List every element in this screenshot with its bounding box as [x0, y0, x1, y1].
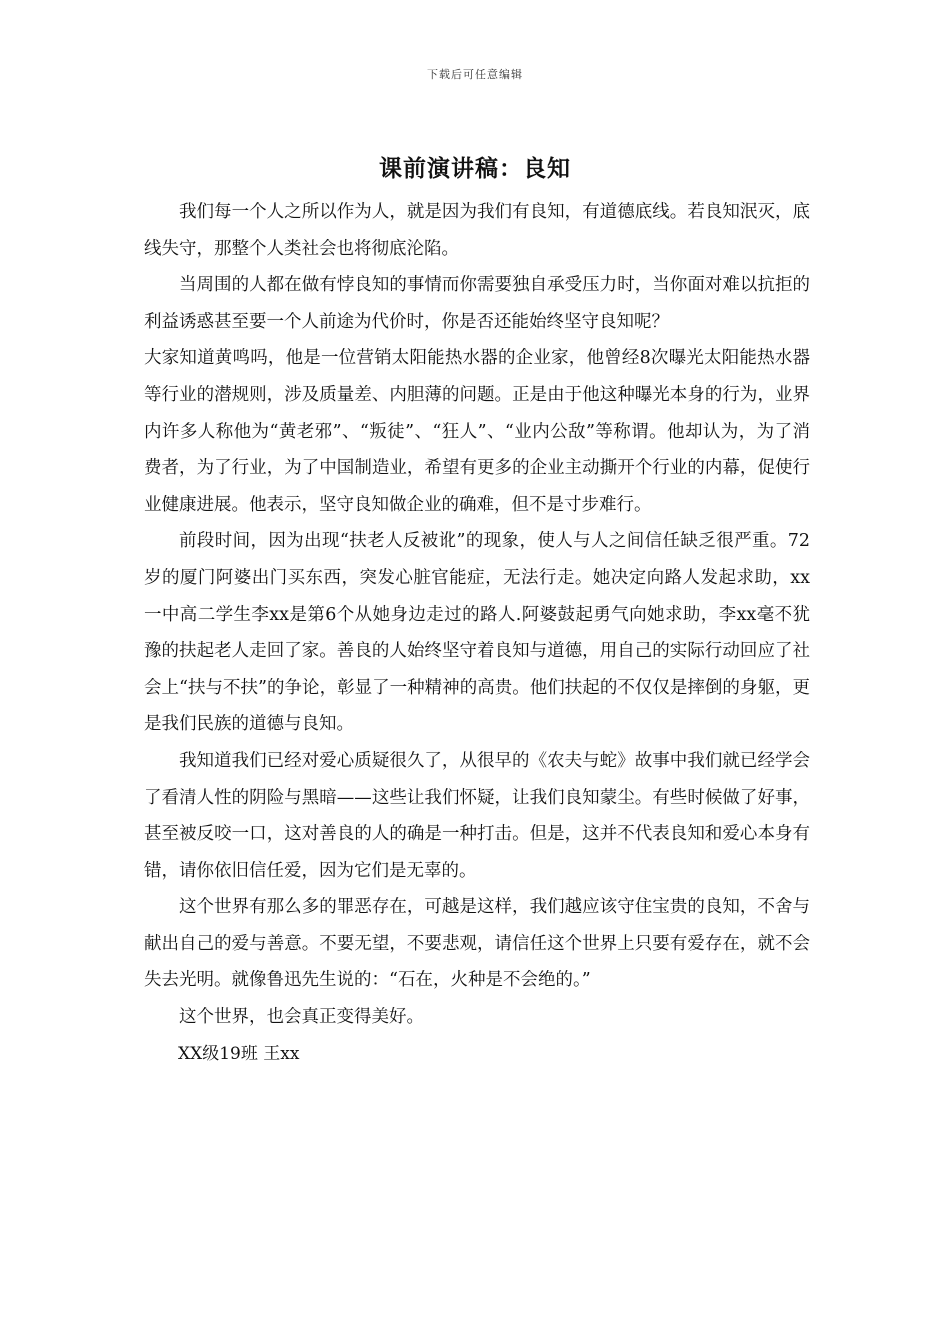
paragraph: 我知道我们已经对爱心质疑很久了，从很早的《农夫与蛇》故事中我们就已经学会了看清人性的阴险与黑暗——这些让我们怀疑，让我们良知蒙尘。有些时候做了好事，甚至被反咬一口，这对善良的人的确是一种打击。但是，这并不代表良知和爱心本身有错，请你依旧信任爱，因为它们是无辜的。 [144, 750, 810, 881]
speech-body [144, 194, 810, 1072]
header-note: 下载后可任意编辑 [427, 68, 523, 81]
page-title: 课前演讲稿：良知 [379, 155, 571, 182]
paragraph: 前段时间，因为出现“扶老人反被讹”的现象，使人与人之间信任缺乏很严重。72岁的厦门阿婆出门买东西，突发心脏官能症，无法行走。她决定向路人发起求助，xx一中高二学生李xx是第6个从她身边走过的路人.阿婆鼓起勇气向她求助，李xx毫不犹豫的扶起老人走回了家。善良的人始终坚守着良知与道德，用自己的实际行动回应了社会上“扶与不扶”的争论，彰显了一种精神的高贵。他们扶起的不仅仅是摔倒的身躯，更是我们民族的道德与良知。 [144, 531, 810, 735]
paragraph: 我们每一个人之所以作为人，就是因为我们有良知，有道德底线。若良知泯灭，底线失守，那整个人类社会也将彻底沦陷。 [144, 202, 810, 259]
paragraph: 这个世界有那么多的罪恶存在，可越是这样，我们越应该守住宝贵的良知，不舍与献出自己的爱与善意。不要无望，不要悲观，请信任这个世界上只要有爱存在，就不会失去光明。就像鲁迅先生说的：“石在，火种是不会绝的。” [144, 897, 810, 991]
paragraph: 这个世界，也会真正变得美好。 [179, 1007, 424, 1028]
paragraph: 当周围的人都在做有悖良知的事情而你需要独自承受压力时，当你面对难以抗拒的利益诱惑甚至要一个人前途为代价时，你是否还能始终坚守良知呢？ [144, 275, 810, 332]
signature: XX级19班 王xx [178, 1043, 300, 1064]
paragraph: 大家知道黄鸣吗，他是一位营销太阳能热水器的企业家，他曾经8次曝光太阳能热水器等行业的潜规则，涉及质量差、内胆薄的问题。正是由于他这种曝光本身的行为，业界内许多人称他为“黄老邪”、“叛徒”、“狂人”、“业内公敌”等称谓。他却认为，为了消费者，为了行业，为了中国制造业，希望有更多的企业主动撕开个行业的内幕，促使行业健康进展。他表示，坚守良知做企业的确难，但不是寸步难行。 [144, 348, 810, 515]
